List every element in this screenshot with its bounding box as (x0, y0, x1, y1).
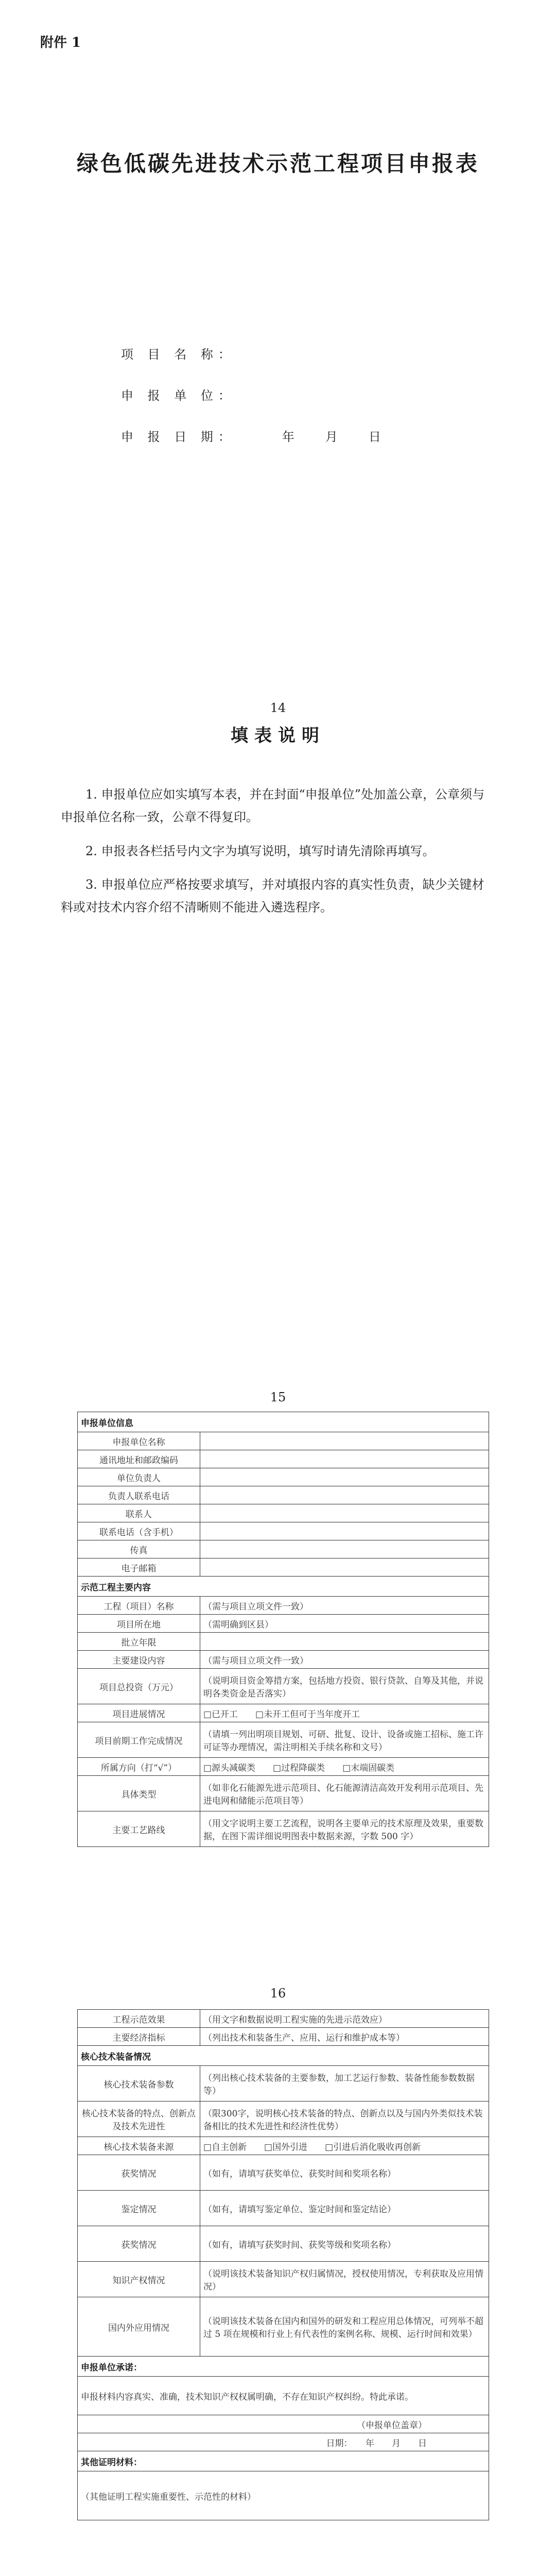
section-project: 示范工程主要内容 (78, 1577, 489, 1597)
project-row-label: 项目总投资（万元） (78, 1669, 200, 1704)
project-row-value[interactable]: （说明项目资金筹措方案，包括地方投资、银行贷款、自筹及其他，并说明各类资金是否落实） (200, 1669, 489, 1704)
applicant-row-label: 通讯地址和邮政编码 (78, 1450, 200, 1468)
section-applicant: 申报单位信息 (78, 1412, 489, 1432)
tech-row-label: 核心技术装备来源 (78, 2137, 200, 2155)
tech-row-value[interactable]: （如有，请填写获奖时间、获奖等级和奖项名称） (200, 2226, 489, 2262)
form-cell[interactable] (200, 1486, 489, 1504)
applicant-row-label: 单位负责人 (78, 1468, 200, 1486)
instruction-item: 3. 申报单位应严格按要求填写，并对填报内容的真实性负责，缺少关键材料或对技术内容介绍不清晰则不能进入遴选程序。 (61, 877, 484, 914)
project-row-value[interactable]: （用文字说明主要工艺流程，说明各主要单元的技术原理及效果，重要数据，在图下需详细说明图表中数据来源，字数 500 字） (200, 1811, 489, 1847)
instruction-item: 2. 申报表各栏括号内文字为填写说明，填写时请先清除再填写。 (85, 844, 435, 858)
section-other: 其他证明材料： (78, 2451, 489, 2471)
form-cell[interactable] (200, 1432, 489, 1450)
page-number: 16 (270, 1986, 286, 2001)
applicant-label: 申 报 单 位： (121, 388, 236, 403)
section-opinion: 申报单位承诺： (78, 2357, 489, 2377)
form-table-1 (77, 1412, 489, 1847)
form-cell[interactable] (200, 1450, 489, 1468)
page-number: 14 (270, 701, 286, 715)
form-cell[interactable] (200, 1558, 489, 1577)
table2-row-value[interactable]: （用文字和数据说明工程实施的先进示范效应） (200, 2010, 489, 2028)
attachment-label: 附件 1 (40, 35, 81, 50)
applicant-row-label: 联系电话（含手机） (78, 1522, 200, 1540)
project-name-label: 项 目 名 称： (121, 347, 236, 362)
project-row-value[interactable]: （请填一列出明项目规划、可研、批复、设计、设备或施工招标、施工许可证等办理情况，需注明相关手续名称和文号） (200, 1722, 489, 1758)
tech-row-value[interactable]: （说明该技术装备知识产权归属情况，授权使用情况，专利获取及应用情况） (200, 2262, 489, 2297)
instruction-item: 1. 申报单位应如实填写本表，并在封面“申报单位”处加盖公章，公章须与申报单位名称一致，公章不得复印。 (61, 787, 485, 824)
project-row-label: 项目所在地 (78, 1615, 200, 1633)
applicant-field (121, 385, 236, 403)
tech-row-label: 获奖情况 (78, 2226, 200, 2262)
form-cell[interactable] (200, 1540, 489, 1558)
document-title: 绿色低碳先进技术示范工程项目申报表 (76, 151, 479, 176)
tech-row-value[interactable]: □自主创新 □国外引进 □引进后消化吸收再创新 (200, 2137, 489, 2155)
project-row-label: 项目前期工作完成情况 (78, 1722, 200, 1758)
applicant-row-label: 传真 (78, 1540, 200, 1558)
project-row-label: 批立年限 (78, 1633, 200, 1651)
project-row-label: 项目进展情况 (78, 1704, 200, 1722)
applicant-row-label: 申报单位名称 (78, 1432, 200, 1450)
form-cell[interactable] (200, 1522, 489, 1540)
tech-row-value[interactable]: （列出核心技术装备的主要参数，加工艺运行参数、装备性能参数数据等） (200, 2066, 489, 2102)
table2-row-label: 主要经济指标 (78, 2028, 200, 2046)
project-row-value[interactable]: （需与项目立项文件一致） (200, 1597, 489, 1615)
applicant-row-label: 负责人联系电话 (78, 1486, 200, 1504)
project-row-value[interactable]: □已开工 □未开工但可于当年度开工 (200, 1704, 489, 1722)
tech-row-value[interactable]: （限300字，说明核心技术装备的特点、创新点以及与国内外类似技术装备相比的技术先进性和经济性优势） (200, 2102, 489, 2137)
tech-row-value[interactable]: （如有，请填写获奖单位、获奖时间和奖项名称） (200, 2155, 489, 2191)
project-row-value[interactable]: （如非化石能源先进示范项目、化石能源清洁高效开发利用示范项目、先进电网和储能示范项目等） (200, 1776, 489, 1811)
date-text: 日期： 年 月 日 (78, 2433, 489, 2451)
form-cell[interactable] (200, 1504, 489, 1522)
page-number: 15 (270, 1390, 286, 1404)
form-table-2 (77, 2009, 489, 2520)
project-row-value[interactable]: （需与项目立项文件一致） (200, 1651, 489, 1669)
form-cell[interactable] (200, 1468, 489, 1486)
project-row-label: 工程（项目）名称 (78, 1597, 200, 1615)
project-row-value[interactable]: （需明确到区县） (200, 1615, 489, 1633)
date-label: 申 报 日 期： (121, 430, 230, 444)
applicant-row-label: 电子邮箱 (78, 1558, 200, 1577)
tech-row-value[interactable]: （如有，请填写鉴定单位、鉴定时间和鉴定结论） (200, 2191, 489, 2226)
project-row-label: 主要建设内容 (78, 1651, 200, 1669)
project-row-value[interactable] (200, 1633, 489, 1651)
applicant-row-label: 联系人 (78, 1504, 200, 1522)
other-text[interactable]: （其他证明工程实施重要性、示范性的材料） (78, 2471, 489, 2520)
table2-row-label: 工程示范效果 (78, 2010, 200, 2028)
seal-text: （申报单位盖章） (78, 2415, 489, 2433)
date-field (121, 427, 383, 445)
tech-row-label: 核心技术装备参数 (78, 2066, 200, 2102)
table2-row-value[interactable]: （列出技术和装备生产、应用、运行和维护成本等） (200, 2028, 489, 2046)
project-row-value[interactable]: □源头减碳类 □过程降碳类 □末端固碳类 (200, 1758, 489, 1776)
project-row-label: 所属方向（打“√”） (78, 1758, 200, 1776)
tech-row-label: 获奖情况 (78, 2155, 200, 2191)
project-row-label: 具体类型 (78, 1776, 200, 1811)
instructions-title: 填表说明 (231, 725, 325, 746)
tech-row-label: 核心技术装备的特点、创新点及技术先进性 (78, 2102, 200, 2137)
opinion-text[interactable]: 申报材料内容真实、准确，技术知识产权权属明确，不存在知识产权纠纷。特此承诺。 (78, 2377, 489, 2415)
project-row-label: 主要工艺路线 (78, 1811, 200, 1847)
section-tech: 核心技术装备情况 (78, 2046, 489, 2066)
date-value: 年 月 日 (282, 430, 383, 444)
tech-row-label: 鉴定情况 (78, 2191, 200, 2226)
tech-row-label: 知识产权情况 (78, 2262, 200, 2297)
tech-row-label: 国内外应用情况 (78, 2297, 200, 2357)
tech-row-value[interactable]: （说明该技术装备在国内和国外的研发和工程应用总体情况，可列举不超过 5 项在规模和行业上有代表性的案例名称、规模、运行时间和效果） (200, 2297, 489, 2357)
project-name-field (121, 344, 236, 362)
